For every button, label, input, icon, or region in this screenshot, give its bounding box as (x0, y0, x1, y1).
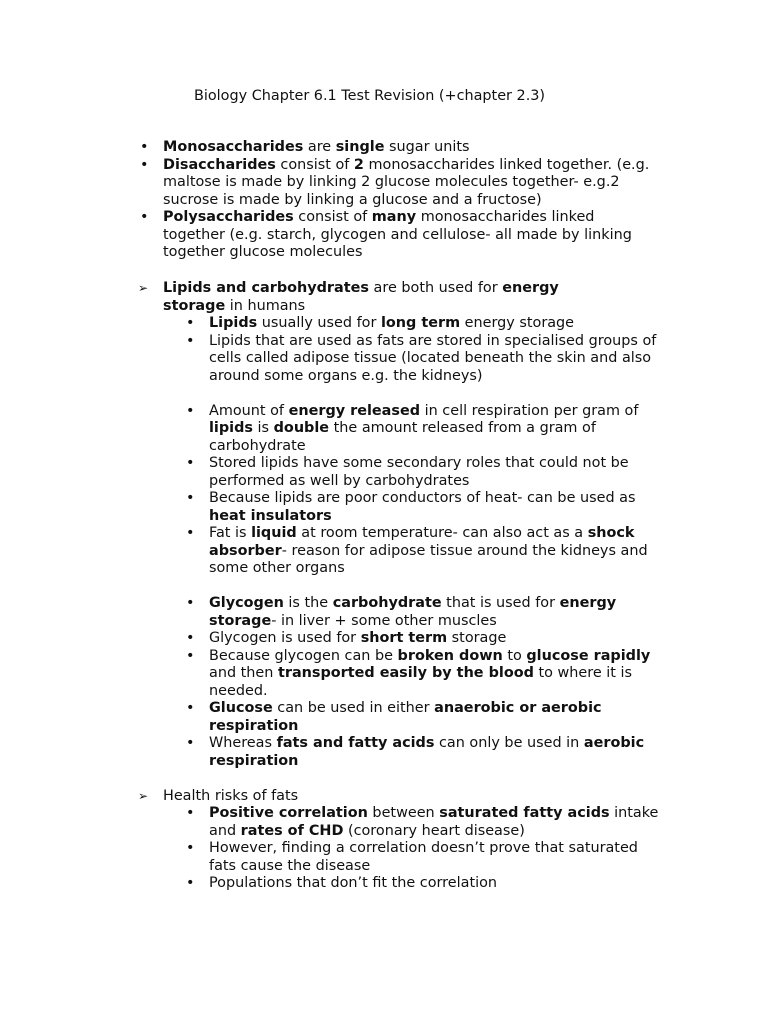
text-run: lipids (209, 420, 253, 436)
text-run: that is used for (441, 595, 560, 611)
text-run: broken down (397, 647, 503, 664)
list-item-text (0, 525, 664, 578)
bullet-icon: • (186, 315, 195, 331)
text-run: Glycogen (209, 595, 284, 611)
text-run: fats and fatty acids (276, 735, 435, 751)
text-run: 2 (353, 156, 364, 173)
text-run: between (367, 805, 440, 821)
text-run: sugar units (384, 139, 470, 155)
text-run: Fat is (209, 525, 252, 541)
text-run: monosaccharides linked together (e.g. starch, glycogen and cellulose- all made by linking together glucose molecules (163, 209, 632, 260)
bullet-icon: • (186, 875, 195, 891)
text-run: energy storage (460, 315, 575, 331)
list-item-text (0, 209, 660, 262)
text-run: However, finding a correlation doesn’t prove that saturated fats cause the disease (209, 840, 638, 874)
text-run: anaerobic or aerobic respiration (209, 700, 602, 734)
text-run: can be used in either (272, 700, 435, 716)
text-run: long term (380, 315, 461, 331)
text-run: consist of (275, 156, 354, 173)
text-run: Lipids (209, 315, 258, 331)
text-run: Polysaccharides (163, 209, 294, 225)
bullet-icon: • (140, 156, 149, 173)
text-run: Health risks of fats (163, 787, 299, 804)
text-run: can only be used in (434, 735, 584, 751)
bullet-icon: • (186, 490, 195, 506)
list-item-b1 (0, 139, 768, 157)
bullet-icon: • (186, 332, 195, 349)
list-item-text (0, 403, 664, 456)
list-item-text (0, 595, 664, 630)
text-run: in cell respiration per gram of (420, 402, 639, 419)
text-run: and then (209, 665, 278, 681)
glycogen-list (0, 595, 768, 770)
lipids-list-a (0, 315, 768, 385)
text-run: many (371, 209, 417, 225)
text-run: Amount of (209, 402, 289, 419)
text-run: shock absorber (209, 525, 635, 559)
bullet-icon: • (186, 595, 195, 611)
text-run: liquid (251, 525, 297, 541)
bullet-icon: • (186, 630, 195, 646)
text-run: to where it is needed. (209, 665, 632, 699)
text-run: Glycogen is used for (209, 630, 361, 646)
text-run: aerobic respiration (209, 735, 645, 769)
arrow-bullet-icon: ➢ (138, 281, 149, 295)
text-run: Populations that don’t fit the correlation (209, 875, 498, 891)
text-run: Because lipids are poor conductors of heat- can be used as (209, 490, 636, 506)
text-run: usually used for (257, 315, 381, 331)
list-item-l2 (0, 333, 768, 386)
list-item-text (0, 490, 664, 525)
text-run: single (335, 139, 385, 155)
text-run: energy storage (209, 595, 617, 629)
list-item-l1 (0, 315, 768, 333)
list-item-g4 (0, 700, 768, 735)
list-item-g5 (0, 735, 768, 770)
text-run: double (273, 420, 330, 436)
text-run: is (252, 420, 274, 436)
bullet-icon: • (140, 209, 149, 225)
text-run: Whereas (209, 735, 277, 751)
list-item-h3 (0, 875, 768, 893)
text-run: Lipids and carbohydrates (163, 280, 369, 296)
list-item-h1 (0, 805, 768, 840)
bullet-icon: • (140, 139, 149, 155)
text-run: are (303, 139, 336, 155)
list-item-text (0, 333, 664, 386)
text-run: storage (447, 630, 507, 646)
text-run: to (502, 647, 527, 664)
text-run: rates of CHD (240, 822, 344, 839)
text-run: consist of (293, 209, 372, 225)
text-run: transported easily by the blood (277, 665, 534, 681)
arrow-bullet-icon: ➢ (138, 788, 149, 803)
list-item-text (0, 139, 660, 157)
bullet-icon: • (186, 735, 195, 751)
lipids-heading-text (0, 280, 603, 315)
text-run: Because glycogen can be (209, 647, 398, 664)
text-run: Positive correlation (209, 805, 368, 821)
text-run: monosaccharides linked together. (e.g. maltose is made by linking 2 glucose molecules together- e.g.2 sucrose is made by linking a glucose and a fructose) (163, 156, 650, 208)
list-item-l3 (0, 403, 768, 456)
list-item-b3 (0, 209, 768, 262)
lipids-section (0, 280, 768, 893)
text-run: is the (283, 595, 333, 611)
health-heading (0, 788, 768, 806)
list-item-text (0, 648, 664, 701)
text-run: Monosaccharides (163, 139, 304, 155)
carbohydrate-list (0, 139, 768, 262)
text-run: glucose rapidly (526, 647, 651, 664)
text-run: in humans (225, 297, 306, 314)
list-item-g2 (0, 630, 768, 648)
text-run: - in liver + some other muscles (271, 612, 497, 629)
list-item-text (0, 840, 664, 875)
text-run: Glucose (209, 700, 273, 716)
text-run: Disaccharides (163, 156, 276, 173)
list-item-text (0, 875, 664, 893)
text-run: heat insulators (209, 507, 332, 524)
list-item-text (0, 455, 664, 490)
text-run: carbohydrate (332, 595, 442, 611)
list-item-text (0, 805, 664, 840)
bullet-icon: • (186, 805, 195, 821)
bullet-icon: • (186, 525, 195, 541)
list-item-l5 (0, 490, 768, 525)
lipids-list-b (0, 403, 768, 578)
text-run: at room temperature- can also act as a (296, 525, 588, 541)
text-run: are both used for (368, 280, 503, 296)
text-run: energy released (288, 402, 421, 419)
bullet-icon: • (186, 402, 195, 419)
page-title: Biology Chapter 6.1 Test Revision (+chapter 2.3) (194, 88, 546, 104)
list-item-g3 (0, 648, 768, 701)
list-item-h2 (0, 840, 768, 875)
list-item-g1 (0, 595, 768, 630)
list-item-text (0, 630, 664, 648)
text-run: Stored lipids have some secondary roles that could not be performed as well by carbohydrates (209, 455, 629, 489)
list-item-text (0, 157, 660, 210)
text-run: intake and (209, 805, 659, 839)
health-list (0, 805, 768, 893)
text-run: - reason for adipose tissue around the kidneys and some other organs (209, 542, 648, 576)
list-item-l6 (0, 525, 768, 578)
text-run: (coronary heart disease) (343, 822, 525, 839)
bullet-icon: • (186, 840, 195, 856)
list-item-text (0, 315, 664, 333)
text-run: Lipids that are used as fats are stored in specialised groups of cells called adipose tissue (located beneath the skin and also around some organs e.g. the kidneys) (209, 332, 657, 384)
health-heading-text (0, 788, 603, 806)
text-run: short term (360, 630, 448, 646)
list-item-b2 (0, 157, 768, 210)
text-run: energy storage (163, 280, 559, 314)
bullet-icon: • (186, 455, 195, 471)
list-item-text (0, 735, 664, 770)
bullet-icon: • (186, 647, 195, 664)
text-run: the amount released from a gram of carbohydrate (209, 420, 596, 454)
bullet-icon: • (186, 700, 195, 716)
list-item-l4 (0, 455, 768, 490)
list-item-text (0, 700, 664, 735)
text-run: saturated fatty acids (439, 805, 610, 821)
lipids-heading (0, 280, 768, 315)
